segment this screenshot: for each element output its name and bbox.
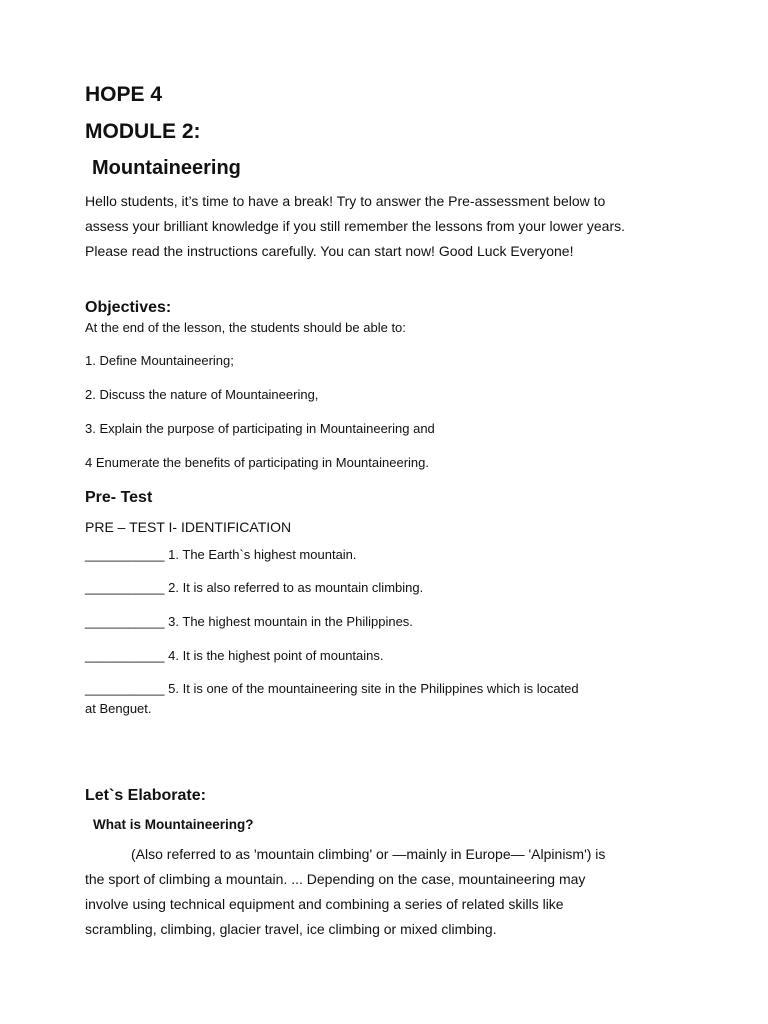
objectives-heading: Objectives: <box>85 299 172 316</box>
question-text: 4. It is the highest point of mountains. <box>168 648 384 663</box>
course-title: HOPE 4 <box>85 83 163 106</box>
intro-line-3: Please read the instructions carefully. You can start now! Good Luck Everyone! <box>85 243 574 259</box>
answer-blank[interactable]: ___________ <box>85 614 165 629</box>
pretest-subheading: PRE – TEST I- IDENTIFICATION <box>85 519 292 535</box>
answer-blank[interactable]: ___________ <box>85 681 165 696</box>
topic-title: Mountaineering <box>92 157 241 179</box>
elaborate-paragraph-line-1: (Also referred to as 'mountain climbing' or —mainly in Europe— 'Alpinism') is <box>131 846 606 862</box>
question-text: 1. The Earth`s highest mountain. <box>168 547 357 562</box>
pretest-item-5-continuation: at Benguet. <box>85 701 152 716</box>
objective-item: 1. Define Mountaineering; <box>85 353 234 368</box>
module-title: MODULE 2: <box>85 120 201 143</box>
elaborate-heading: Let`s Elaborate: <box>85 787 206 804</box>
pretest-item-4 <box>85 647 384 665</box>
answer-blank[interactable]: ___________ <box>85 547 165 562</box>
objective-item: 4 Enumerate the benefits of participating in Mountaineering. <box>85 455 429 470</box>
elaborate-paragraph-line-3: involve using technical equipment and combining a series of related skills like <box>85 896 564 912</box>
intro-line-2: assess your brilliant knowledge if you still remember the lessons from your lower years. <box>85 218 625 234</box>
intro-line-1: Hello students, it’s time to have a break! Try to answer the Pre-assessment below to <box>85 193 606 209</box>
answer-blank[interactable]: ___________ <box>85 580 165 595</box>
question-text: 3. The highest mountain in the Philippines. <box>168 614 413 629</box>
elaborate-question: What is Mountaineering? <box>93 817 254 832</box>
elaborate-paragraph-line-4: scrambling, climbing, glacier travel, ice climbing or mixed climbing. <box>85 921 497 937</box>
pretest-item-1 <box>85 546 357 564</box>
question-text: 5. It is one of the mountaineering site in the Philippines which is located <box>168 681 579 696</box>
objective-item: 3. Explain the purpose of participating in Mountaineering and <box>85 421 435 436</box>
objective-item: 2. Discuss the nature of Mountaineering, <box>85 387 319 402</box>
pretest-heading: Pre- Test <box>85 489 153 506</box>
pretest-item-3 <box>85 613 413 631</box>
elaborate-paragraph-line-2: the sport of climbing a mountain. ... Depending on the case, mountaineering may <box>85 871 586 887</box>
pretest-item-5 <box>85 680 579 698</box>
answer-blank[interactable]: ___________ <box>85 648 165 663</box>
objectives-lead: At the end of the lesson, the students should be able to: <box>85 320 406 335</box>
question-text: 2. It is also referred to as mountain climbing. <box>168 580 424 595</box>
pretest-item-2 <box>85 579 423 597</box>
